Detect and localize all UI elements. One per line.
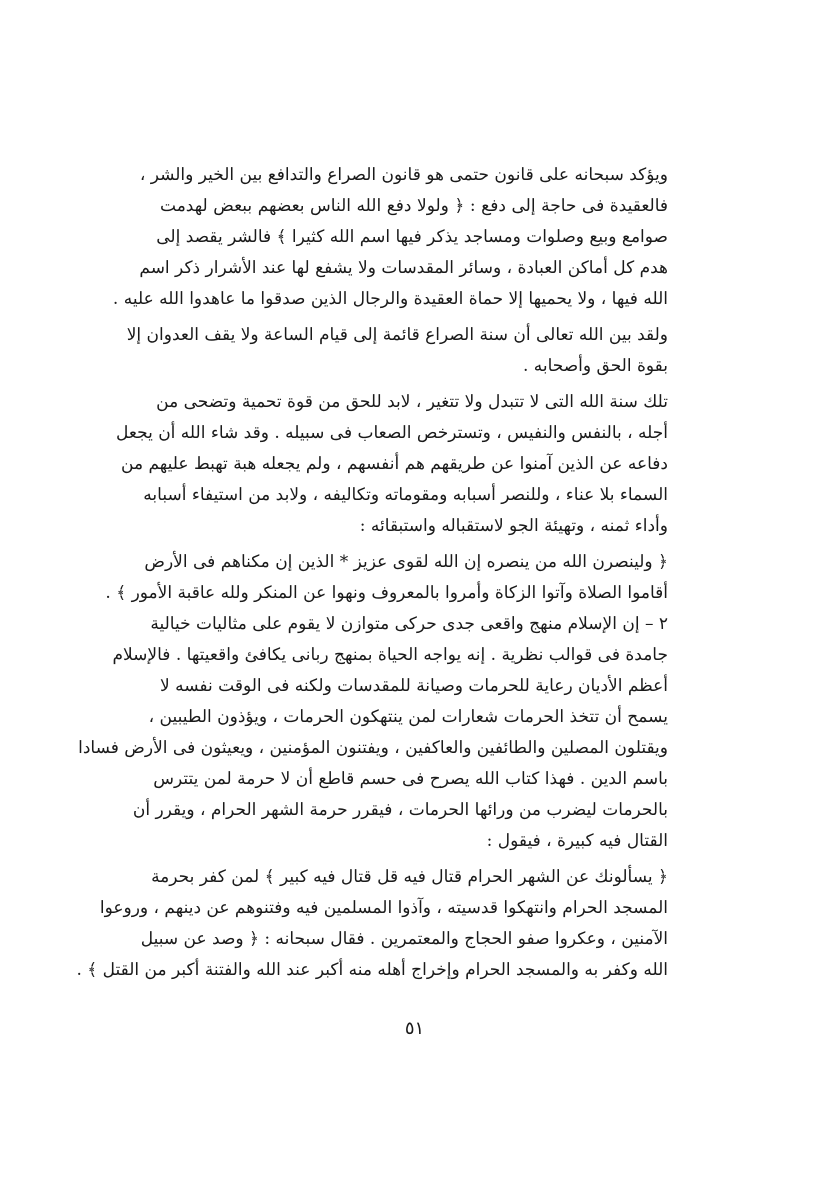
text-line: جامدة فى قوالب نظرية . إنه يواجه الحياة بمنهج ربانى يكافئ واقعيتها . فالإسلام [112, 645, 668, 665]
text-line: صوامع وبيع وصلوات ومساجد يذكر فيها اسم الله كثيرا ﴾ فالشر يقصد إلى [156, 227, 668, 247]
text-line: الله وكفر به والمسجد الحرام وإخراج أهله منه أكبر عند الله والفتنة أكبر من القتل ﴾ . [76, 960, 668, 980]
body-text [76, 160, 668, 986]
text-line: ٢ – إن الإسلام منهج واقعى جدى حركى متوازن لا يقوم على مثاليات خيالية [150, 614, 668, 634]
paragraph-6 [76, 862, 668, 986]
paragraph-5 [78, 609, 668, 857]
text-line: المسجد الحرام وانتهكوا قدسيته ، وآذوا المسلمين فيه وفتنوهم عن دينهم ، وروعوا [99, 898, 668, 918]
text-line: بقوة الحق وأصحابه . [522, 356, 668, 376]
page-number: ٥١ [404, 1018, 425, 1039]
paragraph-1 [112, 160, 668, 315]
text-line: هدم كل أماكن العبادة ، وسائر المقدسات ولا يشفع لها عند الأشرار ذكر اسم [139, 258, 668, 278]
text-line: أعظم الأديان رعاية للحرمات وصيانة للمقدسات ولكنه فى الوقت نفسه لا [160, 676, 668, 696]
text-line: ﴿ يسألونك عن الشهر الحرام قتال فيه قل قتال فيه كبير ﴾ لمن كفر بحرمة [151, 867, 668, 887]
text-line: وأداء ثمنه ، وتهيئة الجو لاستقباله واستبقائه : [359, 516, 668, 536]
text-line: فالعقيدة فى حاجة إلى دفع : ﴿ ولولا دفع الله الناس بعضهم ببعض لهدمت [160, 196, 668, 216]
text-line: ﴿ ولينصرن الله من ينصره إن الله لقوى عزيز * الذين إن مكناهم فى الأرض [144, 552, 668, 572]
text-line: ويقتلون المصلين والطائفين والعاكفين ، ويفتنون المؤمنين ، ويعيثون فى الأرض فسادا [78, 738, 668, 758]
text-line: تلك سنة الله التى لا تتبدل ولا تتغير ، لابد للحق من قوة تحمية وتضحى من [156, 392, 668, 412]
text-line: يسمح أن تتخذ الحرمات شعارات لمن ينتهكون الحرمات ، ويؤذون الطيبين ، [148, 707, 668, 727]
text-line: بالحرمات ليضرب من ورائها الحرمات ، فيقرر حرمة الشهر الحرام ، ويقرر أن [132, 800, 668, 820]
text-line: أقاموا الصلاة وآتوا الزكاة وأمروا بالمعروف ونهوا عن المنكر ولله عاقبة الأمور ﴾ . [105, 583, 668, 603]
text-line: القتال فيه كبيرة ، فيقول : [486, 831, 668, 851]
paragraph-2 [126, 320, 668, 382]
paragraph-4-quran-verse [105, 547, 668, 609]
text-line: باسم الدين . فهذا كتاب الله يصرح فى حسم قاطع أن لا حرمة لمن يتترس [153, 769, 668, 789]
text-line: الآمنين ، وعكروا صفو الحجاج والمعتمرين . فقال سبحانه : ﴿ وصد عن سبيل [140, 929, 668, 949]
text-line: السماء بلا عناء ، وللنصر أسبابه ومقوماته وتكاليفه ، ولابد من استيفاء أسبابه [143, 485, 668, 505]
text-line: ولقد بين الله تعالى أن سنة الصراع قائمة إلى قيام الساعة ولا يقف العدوان إلا [126, 325, 668, 345]
text-line: ويؤكد سبحانه على قانون حتمى هو قانون الصراع والتدافع بين الخير والشر ، [139, 165, 668, 185]
paragraph-3 [116, 387, 668, 542]
text-line: الله فيها ، ولا يحميها إلا حماة العقيدة والرجال الذين صدقوا ما عاهدوا الله عليه . [112, 289, 668, 309]
text-line: دفاعه عن الذين آمنوا عن طريقهم هم أنفسهم ، ولم يجعله هبة تهبط عليهم من [121, 454, 668, 474]
text-line: أجله ، بالنفس والنفيس ، وتسترخص الصعاب فى سبيله . وقد شاء الله أن يجعل [116, 423, 668, 443]
